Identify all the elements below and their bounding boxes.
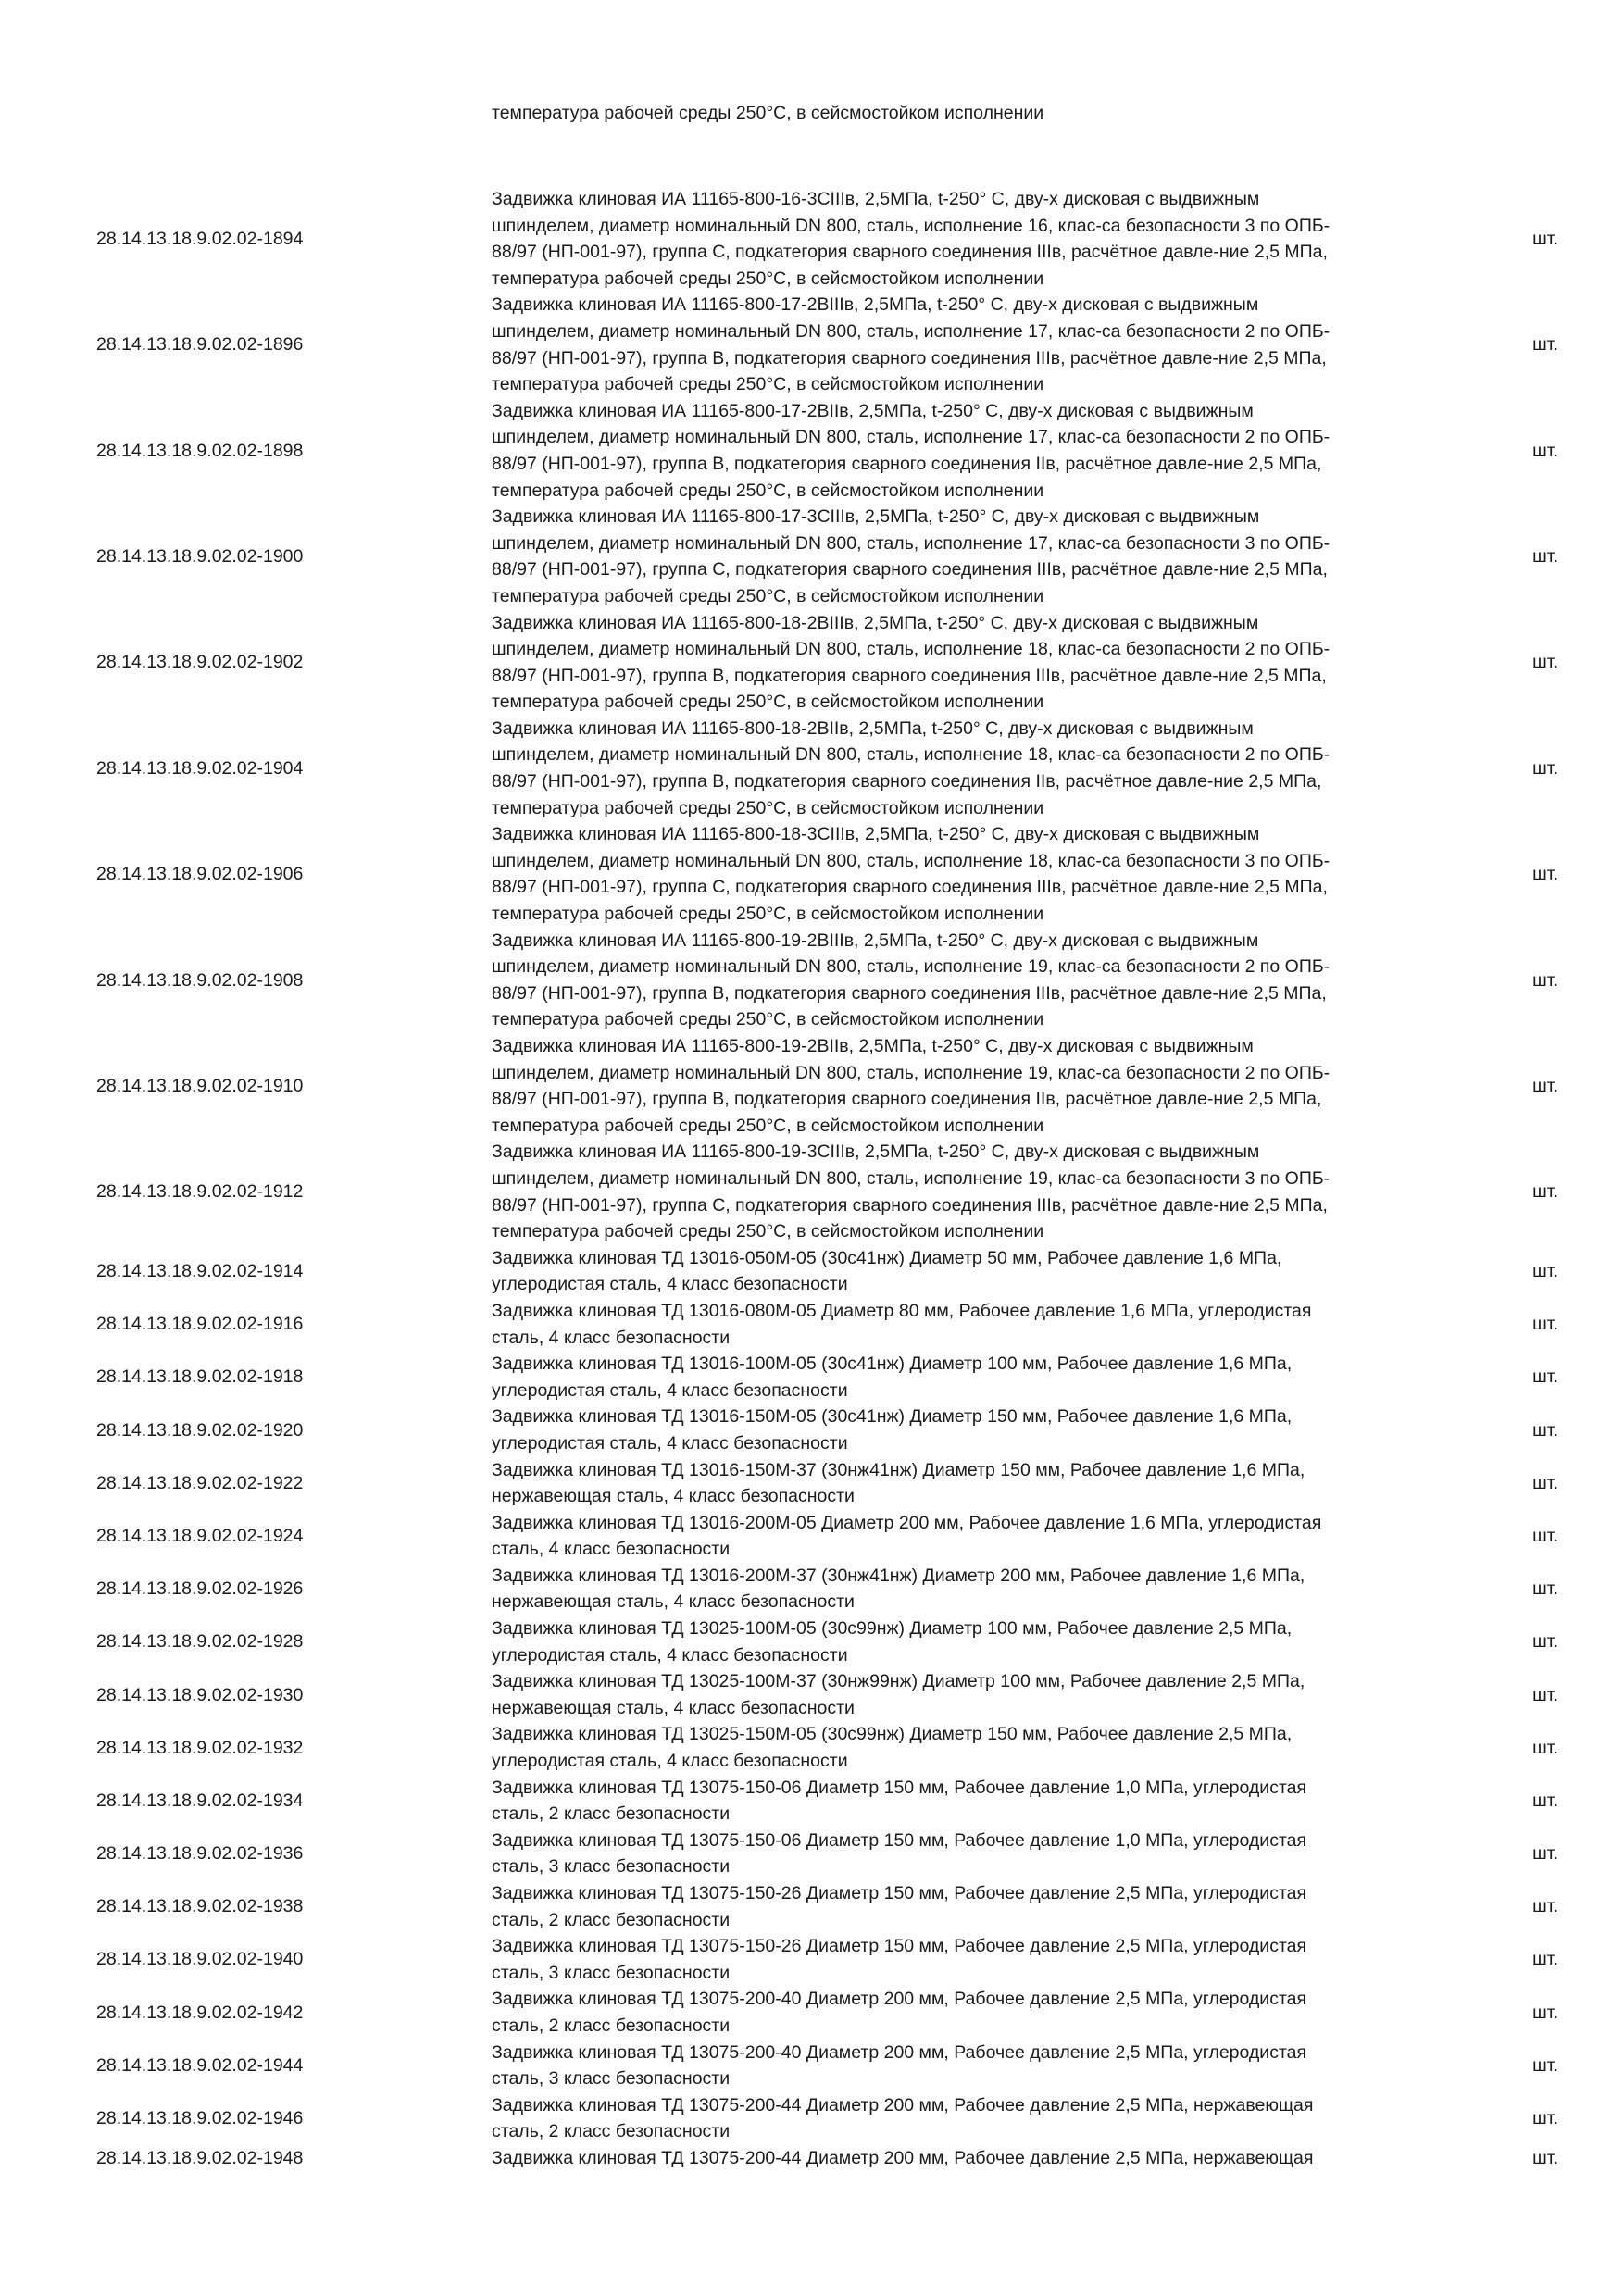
item-code: 28.14.13.18.9.02.02-1942: [96, 2002, 304, 2023]
description-line: температура рабочей среды 250°С, в сейсмостойком исполнении: [492, 1221, 1044, 1242]
description-line: 88/97 (НП-001-97), группа С, подкатегория сварного соединения IIIв, расчётное давле-ние 2,5 МПа,: [492, 559, 1328, 580]
item-description: [492, 1563, 1429, 1616]
item-description: [492, 1616, 1429, 1668]
item-code: 28.14.13.18.9.02.02-1946: [96, 2108, 304, 2129]
description-line: Задвижка клиновая ИА 11165-800-18-2ВIIв, 2,5МПа, t-250° С, дву-х дисковая с выдвижным: [492, 718, 1254, 739]
price-list-table: [96, 186, 1568, 2172]
description-line: сталь, 4 класс безопасности: [492, 1327, 731, 1348]
item-unit: шт.: [1532, 2147, 1558, 2168]
item-description: [492, 1668, 1429, 1721]
item-unit: шт.: [1532, 1790, 1558, 1811]
description-line: шпинделем, диаметр номинальный DN 800, сталь, исполнение 19, клас-са безопасности 3 по ОПБ-: [492, 1167, 1330, 1189]
description-line: температура рабочей среды 250°С, в сейсмостойком исполнении: [492, 1009, 1044, 1030]
table-row: [96, 2145, 1568, 2172]
item-code: 28.14.13.18.9.02.02-1922: [96, 1472, 304, 1493]
description-line: Задвижка клиновая ТД 13016-080М-05 Диаметр 80 мм, Рабочее давление 1,6 МПа, углеродистая: [492, 1300, 1312, 1321]
item-description: [492, 1139, 1429, 1244]
item-unit: шт.: [1532, 440, 1558, 461]
description-line: шпинделем, диаметр номинальный DN 800, сталь, исполнение 17, клас-са безопасности 3 по ОПБ-: [492, 532, 1330, 554]
item-unit: шт.: [1532, 1737, 1558, 1758]
item-code: 28.14.13.18.9.02.02-1930: [96, 1684, 304, 1705]
item-description: [492, 292, 1429, 397]
table-row: [96, 821, 1568, 927]
item-description: [492, 716, 1429, 821]
description-line: сталь, 3 класс безопасности: [492, 1962, 731, 1983]
description-line: 88/97 (НП-001-97), группа С, подкатегория сварного соединения IIIв, расчётное давле-ние 2,5 МПа,: [492, 877, 1328, 898]
item-unit: шт.: [1532, 1578, 1558, 1600]
description-line: Задвижка клиновая ТД 13016-100М-05 (30с41нж) Диаметр 100 мм, Рабочее давление 1,6 МПа,: [492, 1354, 1293, 1375]
table-row: [96, 1404, 1568, 1456]
description-line: шпинделем, диаметр номинальный DN 800, сталь, исполнение 19, клас-са безопасности 2 по ОПБ-: [492, 1062, 1330, 1083]
item-unit: шт.: [1532, 1843, 1558, 1865]
table-row: [96, 2040, 1568, 2092]
description-line: сталь, 2 класс безопасности: [492, 2015, 731, 2036]
item-description: [492, 821, 1429, 927]
item-description: [492, 504, 1429, 609]
description-line: температура рабочей среды 250°С, в сейсмостойком исполнении: [492, 585, 1044, 606]
description-line: Задвижка клиновая ТД 13025-100М-05 (30с99нж) Диаметр 100 мм, Рабочее давление 2,5 МПа,: [492, 1618, 1293, 1640]
description-line: Задвижка клиновая ИА 11165-800-19-2ВIIв, 2,5МПа, t-250° С, дву-х дисковая с выдвижным: [492, 1036, 1254, 1056]
item-unit: шт.: [1532, 1631, 1558, 1653]
item-unit: шт.: [1532, 334, 1558, 356]
item-description: [492, 398, 1429, 504]
table-row: [96, 1933, 1568, 1986]
description-line: шпинделем, диаметр номинальный DN 800, сталь, исполнение 19, клас-са безопасности 2 по ОПБ-: [492, 956, 1330, 978]
description-line: сталь, 2 класс безопасности: [492, 2121, 731, 2142]
item-unit: шт.: [1532, 1472, 1558, 1493]
item-unit: шт.: [1532, 1366, 1558, 1388]
item-unit: шт.: [1532, 2002, 1558, 2023]
description-line: Задвижка клиновая ИА 11165-800-19-2ВIIIв, 2,5МПа, t-250° С, дву-х дисковая с выдвижным: [492, 930, 1259, 951]
description-line: углеродистая сталь, 4 класс безопасности: [492, 1432, 848, 1454]
table-row: [96, 1457, 1568, 1510]
item-unit: шт.: [1532, 1896, 1558, 1917]
description-line: углеродистая сталь, 4 класс безопасности: [492, 1274, 848, 1295]
description-line: Задвижка клиновая ТД 13025-100М-37 (30нж99нж) Диаметр 100 мм, Рабочее давление 2,5 МПа,: [492, 1671, 1305, 1692]
item-code: 28.14.13.18.9.02.02-1916: [96, 1314, 304, 1335]
description-line: Задвижка клиновая ТД 13075-150-06 Диаметр 150 мм, Рабочее давление 1,0 МПа, углеродистая: [492, 1777, 1307, 1798]
description-line: углеродистая сталь, 4 класс безопасности: [492, 1751, 848, 1772]
table-row: [96, 1668, 1568, 1721]
item-code: 28.14.13.18.9.02.02-1938: [96, 1896, 304, 1917]
item-code: 28.14.13.18.9.02.02-1926: [96, 1578, 304, 1600]
item-description: [492, 1933, 1429, 1986]
item-description: [492, 2145, 1429, 2172]
item-code: 28.14.13.18.9.02.02-1902: [96, 652, 304, 673]
item-code: 28.14.13.18.9.02.02-1940: [96, 1949, 304, 1970]
item-unit: шт.: [1532, 1684, 1558, 1705]
description-line: углеродистая сталь, 4 класс безопасности: [492, 1379, 848, 1401]
item-description: [492, 2040, 1429, 2092]
table-body: [96, 186, 1568, 2172]
item-code: 28.14.13.18.9.02.02-1944: [96, 2054, 304, 2076]
table-row: [96, 1775, 1568, 1828]
description-line: шпинделем, диаметр номинальный DN 800, сталь, исполнение 17, клас-са безопасности 2 по ОПБ-: [492, 427, 1330, 448]
table-row: [96, 1828, 1568, 1880]
item-code: 28.14.13.18.9.02.02-1928: [96, 1631, 304, 1653]
item-description: [492, 1033, 1429, 1139]
item-description: [492, 1775, 1429, 1828]
table-row: [96, 504, 1568, 609]
description-line: сталь, 2 класс безопасности: [492, 1803, 731, 1825]
description-line: сталь, 3 класс безопасности: [492, 2068, 731, 2090]
description-line: Задвижка клиновая ТД 13016-050М-05 (30с41нж) Диаметр 50 мм, Рабочее давление 1,6 МПа,: [492, 1247, 1282, 1268]
description-line: Задвижка клиновая ТД 13075-200-44 Диаметр 200 мм, Рабочее давление 2,5 МПа, нержавеющая: [492, 2094, 1314, 2115]
description-line: нержавеющая сталь, 4 класс безопасности: [492, 1486, 855, 1507]
item-description: [492, 186, 1429, 292]
description-line: Задвижка клиновая ТД 13016-150М-37 (30нж41нж) Диаметр 150 мм, Рабочее давление 1,6 МПа,: [492, 1459, 1305, 1480]
item-code: 28.14.13.18.9.02.02-1920: [96, 1419, 304, 1441]
description-line: Задвижка клиновая ТД 13016-200М-37 (30нж41нж) Диаметр 200 мм, Рабочее давление 1,6 МПа,: [492, 1565, 1305, 1586]
table-row: [96, 1721, 1568, 1774]
item-description: [492, 928, 1429, 1033]
item-unit: шт.: [1532, 1075, 1558, 1096]
description-line: Задвижка клиновая ТД 13075-150-26 Диаметр 150 мм, Рабочее давление 2,5 МПа, углеродистая: [492, 1883, 1307, 1903]
description-line: 88/97 (НП-001-97), группа В, подкатегория сварного соединения IIв, расчётное давле-ние 2,5 МПа,: [492, 453, 1322, 474]
item-description: [492, 1721, 1429, 1774]
description-line: углеродистая сталь, 4 класс безопасности: [492, 1644, 848, 1666]
item-unit: шт.: [1532, 1314, 1558, 1335]
description-line: сталь, 3 класс безопасности: [492, 1856, 731, 1878]
item-code: 28.14.13.18.9.02.02-1914: [96, 1261, 304, 1282]
carryover-description-line: температура рабочей среды 250°С, в сейсмостойком исполнении: [492, 103, 1044, 123]
item-unit: шт.: [1532, 2054, 1558, 2076]
description-line: температура рабочей среды 250°С, в сейсмостойком исполнении: [492, 374, 1044, 395]
table-row: [96, 928, 1568, 1033]
table-row: [96, 1986, 1568, 2039]
item-code: 28.14.13.18.9.02.02-1948: [96, 2147, 304, 2168]
item-code: 28.14.13.18.9.02.02-1936: [96, 1843, 304, 1865]
item-code: 28.14.13.18.9.02.02-1898: [96, 440, 304, 461]
item-code: 28.14.13.18.9.02.02-1932: [96, 1737, 304, 1758]
table-row: [96, 716, 1568, 821]
item-description: [492, 1245, 1429, 1298]
description-line: шпинделем, диаметр номинальный DN 800, сталь, исполнение 18, клас-са безопасности 2 по ОПБ-: [492, 744, 1330, 766]
table-row: [96, 1510, 1568, 1563]
description-line: Задвижка клиновая ИА 11165-800-18-2ВIIIв, 2,5МПа, t-250° С, дву-х дисковая с выдвижным: [492, 612, 1259, 633]
description-line: температура рабочей среды 250°С, в сейсмостойком исполнении: [492, 480, 1044, 501]
item-code: 28.14.13.18.9.02.02-1908: [96, 969, 304, 991]
description-line: Задвижка клиновая ТД 13075-150-26 Диаметр 150 мм, Рабочее давление 2,5 МПа, углеродистая: [492, 1936, 1307, 1957]
description-line: температура рабочей среды 250°С, в сейсмостойком исполнении: [492, 797, 1044, 818]
description-line: нержавеющая сталь, 4 класс безопасности: [492, 1697, 855, 1718]
description-line: Задвижка клиновая ИА 11165-800-17-2ВIIIв, 2,5МПа, t-250° С, дву-х дисковая с выдвижным: [492, 294, 1259, 316]
description-line: нержавеющая сталь, 4 класс безопасности: [492, 1591, 855, 1613]
table-row: [96, 610, 1568, 716]
table-row: [96, 1351, 1568, 1404]
table-row: [96, 186, 1568, 292]
description-line: 88/97 (НП-001-97), группа В, подкатегория сварного соединения IIIв, расчётное давле-ние 2,5 МПа,: [492, 982, 1327, 1004]
table-row: [96, 2092, 1568, 2145]
table-row: [96, 292, 1568, 397]
description-line: Задвижка клиновая ТД 13075-200-40 Диаметр 200 мм, Рабочее давление 2,5 МПа, углеродистая: [492, 1989, 1307, 2010]
table-row: [96, 1139, 1568, 1244]
item-unit: шт.: [1532, 757, 1558, 779]
item-unit: шт.: [1532, 969, 1558, 991]
description-line: Задвижка клиновая ИА 11165-800-18-3СIIIв, 2,5МПа, t-250° С, дву-х дисковая с выдвижным: [492, 824, 1260, 845]
item-code: 28.14.13.18.9.02.02-1900: [96, 546, 304, 568]
table-row: [96, 1033, 1568, 1139]
description-line: 88/97 (НП-001-97), группа В, подкатегория сварного соединения IIIв, расчётное давле-ние 2,5 МПа,: [492, 665, 1327, 686]
description-line: Задвижка клиновая ТД 13016-200М-05 Диаметр 200 мм, Рабочее давление 1,6 МПа, углеродистая: [492, 1512, 1322, 1533]
item-code: 28.14.13.18.9.02.02-1918: [96, 1366, 304, 1388]
description-line: температура рабочей среды 250°С, в сейсмостойком исполнении: [492, 1115, 1044, 1136]
item-unit: шт.: [1532, 652, 1558, 673]
item-unit: шт.: [1532, 864, 1558, 885]
item-unit: шт.: [1532, 546, 1558, 568]
item-description: [492, 1510, 1429, 1563]
description-line: температура рабочей среды 250°С, в сейсмостойком исполнении: [492, 692, 1044, 713]
description-line: 88/97 (НП-001-97), группа В, подкатегория сварного соединения IIв, расчётное давле-ние 2,5 МПа,: [492, 1089, 1322, 1110]
description-line: шпинделем, диаметр номинальный DN 800, сталь, исполнение 18, клас-са безопасности 3 по ОПБ-: [492, 850, 1330, 871]
item-unit: шт.: [1532, 1261, 1558, 1282]
item-unit: шт.: [1532, 228, 1558, 249]
description-line: температура рабочей среды 250°С, в сейсмостойком исполнении: [492, 268, 1044, 289]
item-description: [492, 1457, 1429, 1510]
description-line: Задвижка клиновая ИА 11165-800-17-3СIIIв, 2,5МПа, t-250° С, дву-х дисковая с выдвижным: [492, 506, 1260, 528]
item-unit: шт.: [1532, 1419, 1558, 1441]
item-description: [492, 610, 1429, 716]
table-row: [96, 1880, 1568, 1933]
item-unit: шт.: [1532, 1181, 1558, 1203]
description-line: 88/97 (НП-001-97), группа В, подкатегория сварного соединения IIв, расчётное давле-ние 2,5 МПа,: [492, 771, 1322, 792]
item-description: [492, 1880, 1429, 1933]
item-description: [492, 1828, 1429, 1880]
item-unit: шт.: [1532, 1525, 1558, 1546]
description-line: Задвижка клиновая ИА 11165-800-17-2ВIIв, 2,5МПа, t-250° С, дву-х дисковая с выдвижным: [492, 400, 1254, 421]
item-description: [492, 1404, 1429, 1456]
table-row: [96, 1616, 1568, 1668]
description-line: сталь, 4 класс безопасности: [492, 1539, 731, 1560]
description-line: 88/97 (НП-001-97), группа С, подкатегория сварного соединения IIIв, расчётное давле-ние 2,5 МПа,: [492, 242, 1328, 263]
description-line: Задвижка клиновая ТД 13075-200-40 Диаметр 200 мм, Рабочее давление 2,5 МПа, углеродистая: [492, 2041, 1307, 2063]
item-description: [492, 1986, 1429, 2039]
item-code: 28.14.13.18.9.02.02-1894: [96, 228, 304, 249]
item-code: 28.14.13.18.9.02.02-1896: [96, 334, 304, 356]
description-line: шпинделем, диаметр номинальный DN 800, сталь, исполнение 17, клас-са безопасности 2 по ОПБ-: [492, 320, 1330, 342]
description-line: 88/97 (НП-001-97), группа С, подкатегория сварного соединения IIIв, расчётное давле-ние 2,5 МПа,: [492, 1194, 1328, 1216]
description-line: температура рабочей среды 250°С, в сейсмостойком исполнении: [492, 904, 1044, 925]
item-code: 28.14.13.18.9.02.02-1910: [96, 1075, 304, 1096]
description-line: сталь, 2 класс безопасности: [492, 1909, 731, 1930]
item-description: [492, 2092, 1429, 2145]
description-line: Задвижка клиновая ТД 13016-150М-05 (30с41нж) Диаметр 150 мм, Рабочее давление 1,6 МПа,: [492, 1406, 1293, 1428]
item-code: 28.14.13.18.9.02.02-1924: [96, 1525, 304, 1546]
description-line: Задвижка клиновая ТД 13075-200-44 Диаметр 200 мм, Рабочее давление 2,5 МПа, нержавеющая: [492, 2147, 1314, 2168]
item-code: 28.14.13.18.9.02.02-1906: [96, 864, 304, 885]
item-code: 28.14.13.18.9.02.02-1934: [96, 1790, 304, 1811]
description-line: Задвижка клиновая ИА 11165-800-19-3СIIIв, 2,5МПа, t-250° С, дву-х дисковая с выдвижным: [492, 1142, 1260, 1163]
item-unit: шт.: [1532, 1949, 1558, 1970]
description-line: Задвижка клиновая ТД 13075-150-06 Диаметр 150 мм, Рабочее давление 1,0 МПа, углеродистая: [492, 1829, 1307, 1851]
description-line: шпинделем, диаметр номинальный DN 800, сталь, исполнение 16, клас-са безопасности 3 по ОПБ-: [492, 215, 1330, 236]
item-description: [492, 1298, 1429, 1351]
item-description: [492, 1351, 1429, 1404]
description-line: 88/97 (НП-001-97), группа В, подкатегория сварного соединения IIIв, расчётное давле-ние 2,5 МПа,: [492, 347, 1327, 368]
description-line: Задвижка клиновая ИА 11165-800-16-3СIIIв, 2,5МПа, t-250° С, дву-х дисковая с выдвижным: [492, 189, 1260, 209]
table-row: [96, 1245, 1568, 1298]
table-row: [96, 1298, 1568, 1351]
description-line: Задвижка клиновая ТД 13025-150М-05 (30с99нж) Диаметр 150 мм, Рабочее давление 2,5 МПа,: [492, 1724, 1293, 1745]
description-line: шпинделем, диаметр номинальный DN 800, сталь, исполнение 18, клас-са безопасности 2 по ОПБ-: [492, 639, 1330, 660]
table-row: [96, 1563, 1568, 1616]
item-unit: шт.: [1532, 2108, 1558, 2129]
item-code: 28.14.13.18.9.02.02-1904: [96, 757, 304, 779]
item-code: 28.14.13.18.9.02.02-1912: [96, 1181, 304, 1203]
table-row: [96, 398, 1568, 504]
